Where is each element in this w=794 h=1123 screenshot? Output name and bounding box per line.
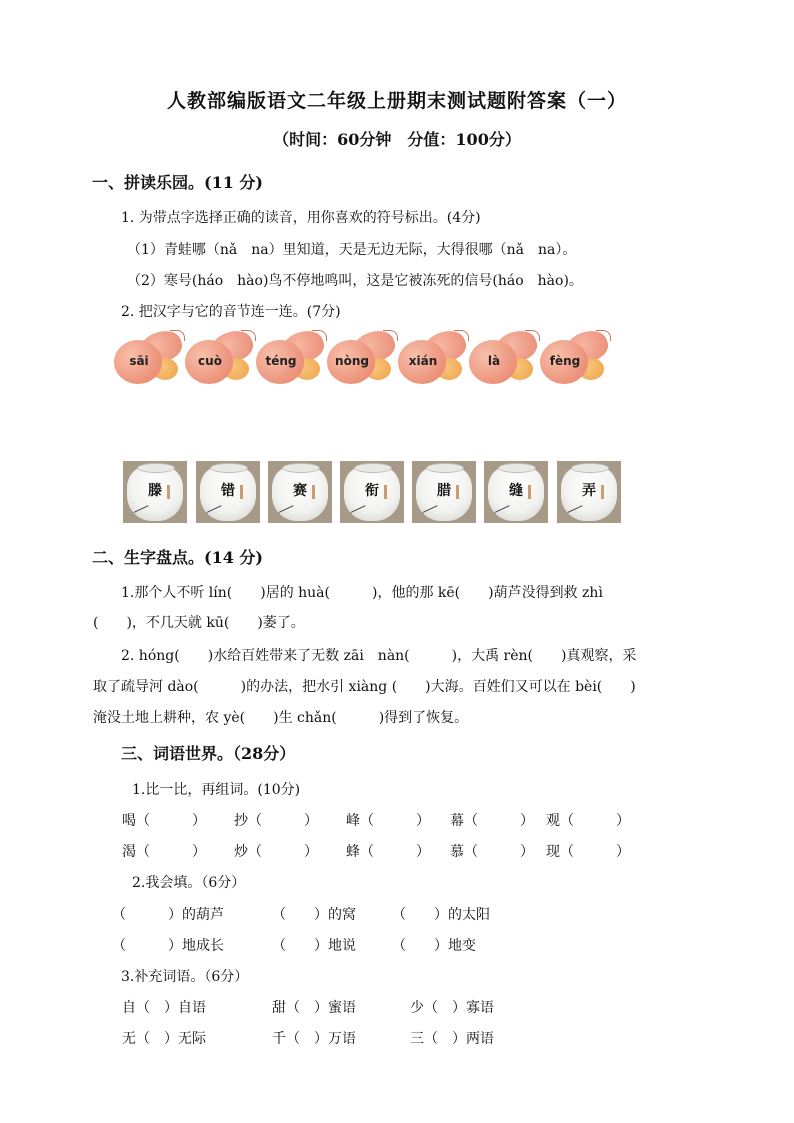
butterfly-label: là [487, 354, 501, 368]
jar-label: 赛 [293, 483, 307, 499]
fill-phrase: （ ）地说 [272, 938, 356, 954]
section1-q1-item2: （2）寒号(háo hào)鸟不停地鸣叫，这是它被冻死的信号(háo hào)。 [127, 273, 583, 289]
butterfly-syllable[interactable] [540, 330, 610, 386]
jar-character[interactable] [340, 461, 404, 523]
page-title: 人教部编版语文二年级上册期末测试题附答案（一） [166, 90, 627, 112]
butterfly-syllable[interactable] [256, 330, 326, 386]
idiom-item: 自（ ）自语 [122, 1000, 206, 1016]
jar-character[interactable] [557, 461, 621, 523]
compare-word: 蜂（ ） [346, 844, 430, 860]
section3-q3: 3.补充词语。（6分） [121, 969, 249, 985]
compare-word: 峰（ ） [346, 813, 430, 829]
jar-label: 衔 [365, 483, 379, 499]
butterfly-label: xián [408, 354, 438, 368]
compare-word: 喝（ ） [122, 813, 206, 829]
compare-word: 观（ ） [546, 813, 630, 829]
jar-label: 弄 [582, 483, 596, 499]
idiom-item: 少（ ）寡语 [410, 1000, 494, 1016]
butterfly-syllable[interactable] [398, 330, 468, 386]
butterfly-label: téng [265, 354, 297, 368]
butterfly-syllable[interactable] [185, 330, 255, 386]
butterfly-label: cuò [198, 354, 222, 368]
jar-label: 滕 [148, 483, 162, 499]
section1-q2: 2. 把汉字与它的音节连一连。(7分) [121, 304, 341, 320]
butterfly-label: fèng [549, 354, 581, 368]
section2-line3: 2. hóng( )水给百姓带来了无数 zāi nàn( )，大禹 rèn( )真观察，采 [121, 648, 637, 664]
compare-word: 现（ ） [546, 844, 630, 860]
butterfly-syllable[interactable] [327, 330, 397, 386]
jar-label: 腊 [437, 483, 451, 499]
section1-q1-item1: （1）青蛙哪（nǎ na）里知道，天是无边无际，大得很哪（nǎ na）。 [127, 242, 577, 258]
section2-line4: 取了疏导河 dào( )的办法，把水引 xiàng ( )大海。百姓们又可以在 bèi( ) [93, 679, 636, 695]
section3-heading: 三、词语世界。（28分） [121, 744, 296, 763]
section1-q1: 1. 为带点字选择正确的读音，用你喜欢的符号标出。(4分) [121, 210, 481, 226]
section3-q2: 2.我会填。（6分） [132, 875, 246, 891]
idiom-item: 甜（ ）蜜语 [272, 1000, 356, 1016]
jar-character[interactable] [268, 461, 332, 523]
jar-character[interactable] [484, 461, 548, 523]
butterfly-label: sāi [129, 354, 149, 368]
compare-word: 幕（ ） [450, 813, 534, 829]
section3-q1: 1.比一比，再组词。(10分) [132, 782, 301, 798]
compare-word: 炒（ ） [234, 844, 318, 860]
jar-character[interactable] [196, 461, 260, 523]
butterfly-label: nòng [335, 354, 369, 368]
section2-line1: 1.那个人不听 lín( )居的 huà( )，他的那 kē( )葫芦没得到救 zhì [121, 585, 603, 601]
section1-heading: 一、拼读乐园。(11 分) [92, 173, 263, 192]
idiom-item: 千（ ）万语 [272, 1031, 356, 1047]
idiom-item: 三（ ）两语 [410, 1031, 494, 1047]
butterfly-syllable[interactable] [469, 330, 539, 386]
idiom-item: 无（ ）无际 [122, 1031, 206, 1047]
jar-label: 错 [221, 483, 235, 499]
page-subtitle: （时间：60分钟 分值：100分） [273, 130, 521, 149]
fill-phrase: （ ）地变 [392, 938, 476, 954]
fill-phrase: （ ）的太阳 [392, 907, 490, 923]
compare-word: 慕（ ） [450, 844, 534, 860]
fill-phrase: （ ）地成长 [112, 938, 224, 954]
section2-line5: 淹没土地上耕种，农 yè( )生 chǎn( )得到了恢复。 [93, 710, 469, 726]
fill-phrase: （ ）的葫芦 [112, 907, 224, 923]
section2-heading: 二、生字盘点。(14 分) [92, 548, 263, 567]
jar-character[interactable] [123, 461, 187, 523]
fill-phrase: （ ）的窝 [272, 907, 356, 923]
butterfly-syllable[interactable] [114, 330, 184, 386]
compare-word: 渴（ ） [122, 844, 206, 860]
section2-line2: ( )，不几天就 kū( )萎了。 [93, 615, 305, 631]
compare-word: 抄（ ） [234, 813, 318, 829]
jar-character[interactable] [412, 461, 476, 523]
jar-label: 缝 [509, 483, 523, 499]
